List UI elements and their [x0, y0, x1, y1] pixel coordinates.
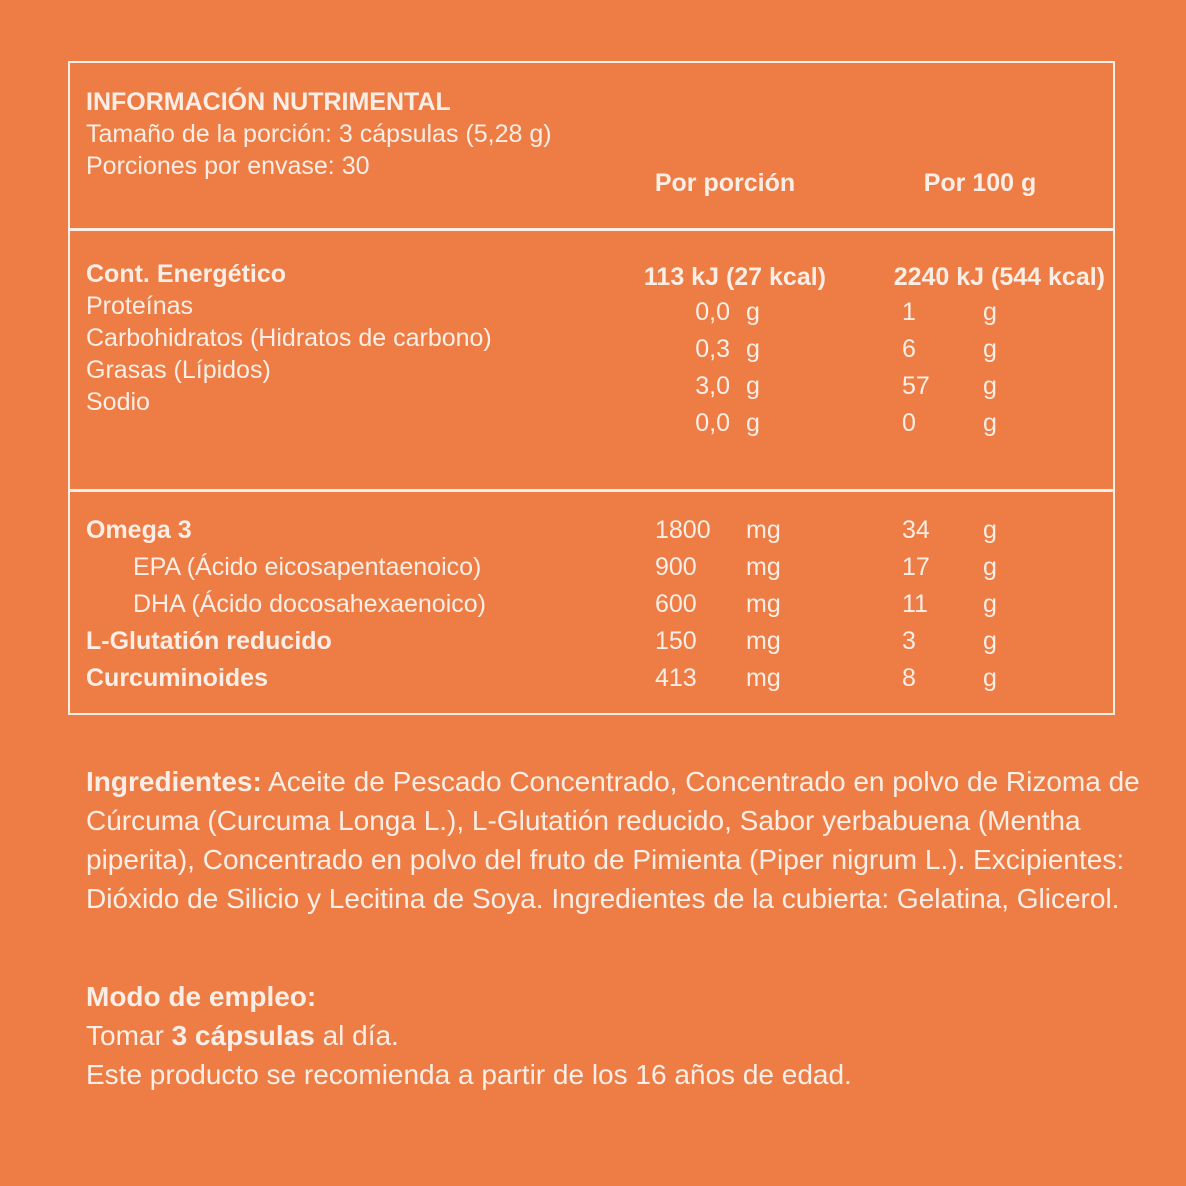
- nutrient-per-100g: 1: [902, 298, 916, 326]
- active-name: Curcuminoides: [86, 664, 268, 692]
- usage-line-2: Este producto se recomienda a partir de los 16 años de edad.: [86, 1059, 852, 1090]
- active-unit-serving: mg: [746, 516, 781, 544]
- active-unit-100g: g: [983, 553, 997, 581]
- nutrient-name: Proteínas: [86, 292, 194, 320]
- nutrient-per-100g: 0: [902, 409, 916, 437]
- usage-heading: Modo de empleo:: [86, 981, 317, 1012]
- active-unit-100g: g: [983, 590, 997, 618]
- energy-per-serving: 113 kJ (27 kcal): [643, 263, 826, 291]
- table-title: INFORMACIÓN NUTRIMENTAL: [86, 88, 451, 116]
- nutrient-unit-serving: g: [746, 372, 760, 400]
- usage-suffix: al día.: [322, 1020, 399, 1051]
- nutrient-unit-100g: g: [983, 298, 997, 326]
- active-per-serving: 900: [655, 553, 697, 581]
- energy-label: Cont. Energético: [86, 260, 287, 288]
- active-per-100g: 17: [902, 553, 930, 581]
- nutrient-unit-100g: g: [983, 335, 997, 363]
- active-per-serving: 600: [655, 590, 697, 618]
- usage-dose: 3 cápsulas: [171, 1020, 315, 1051]
- nutrient-unit-serving: g: [746, 335, 760, 363]
- nutrient-name: Sodio: [86, 388, 150, 416]
- column-header-per-100g: Por 100 g: [923, 169, 1037, 197]
- serving-size: Tamaño de la porción: 3 cápsulas (5,28 g): [86, 120, 552, 148]
- active-per-100g: 34: [902, 516, 930, 544]
- active-name: EPA (Ácido eicosapentaenoico): [133, 553, 482, 581]
- active-unit-serving: mg: [746, 553, 781, 581]
- active-unit-100g: g: [983, 516, 997, 544]
- active-unit-100g: g: [983, 627, 997, 655]
- servings-per-container: Porciones por envase: 30: [86, 152, 370, 180]
- nutrient-unit-serving: g: [746, 298, 760, 326]
- active-name: DHA (Ácido docosahexaenoico): [133, 590, 486, 618]
- active-per-100g: 3: [902, 627, 916, 655]
- active-per-100g: 11: [902, 590, 928, 618]
- nutrient-per-serving: 0,0: [695, 298, 730, 326]
- usage-prefix: Tomar: [86, 1020, 164, 1051]
- ingredients-heading: Ingredientes:: [86, 766, 262, 797]
- active-per-100g: 8: [902, 664, 916, 692]
- table-divider: [70, 228, 1113, 231]
- nutrient-per-100g: 6: [902, 335, 916, 363]
- active-unit-serving: mg: [746, 627, 781, 655]
- table-divider: [70, 489, 1113, 492]
- active-per-serving: 413: [655, 664, 697, 692]
- nutrient-per-serving: 0,0: [695, 409, 730, 437]
- nutrient-name: Carbohidratos (Hidratos de carbono): [86, 324, 492, 352]
- nutrient-name: Grasas (Lípidos): [86, 356, 271, 384]
- active-per-serving: 150: [655, 627, 697, 655]
- active-per-serving: 1800: [655, 516, 711, 544]
- nutrient-unit-serving: g: [746, 409, 760, 437]
- active-name: L-Glutatión reducido: [86, 627, 332, 655]
- active-unit-serving: mg: [746, 590, 781, 618]
- nutrient-unit-100g: g: [983, 372, 997, 400]
- active-unit-serving: mg: [746, 664, 781, 692]
- nutrient-per-serving: 0,3: [695, 335, 730, 363]
- column-header-per-serving: Por porción: [654, 169, 796, 197]
- active-name: Omega 3: [86, 516, 192, 544]
- active-unit-100g: g: [983, 664, 997, 692]
- nutrient-per-100g: 57: [902, 372, 930, 400]
- nutrient-per-serving: 3,0: [695, 372, 730, 400]
- ingredients-text: Aceite de Pescado Concentrado, Concentrado en polvo de Rizoma de Cúrcuma (Curcuma Longa L.), L-Glutatión reducido, Sabor yerbabuena (Mentha piperita), Concentrado en polvo del fruto de Pimienta (Piper nigrum L.). Excipientes: Dióxido de Silicio y Lecitina de Soya. Ingredientes de la cubierta: Gelatina, Glicerol.: [86, 766, 1140, 914]
- ingredients-paragraph: [86, 762, 1146, 918]
- energy-per-100g: 2240 kJ (544 kcal): [893, 263, 1105, 291]
- usage-line-1: [86, 1016, 1146, 1055]
- nutrient-unit-100g: g: [983, 409, 997, 437]
